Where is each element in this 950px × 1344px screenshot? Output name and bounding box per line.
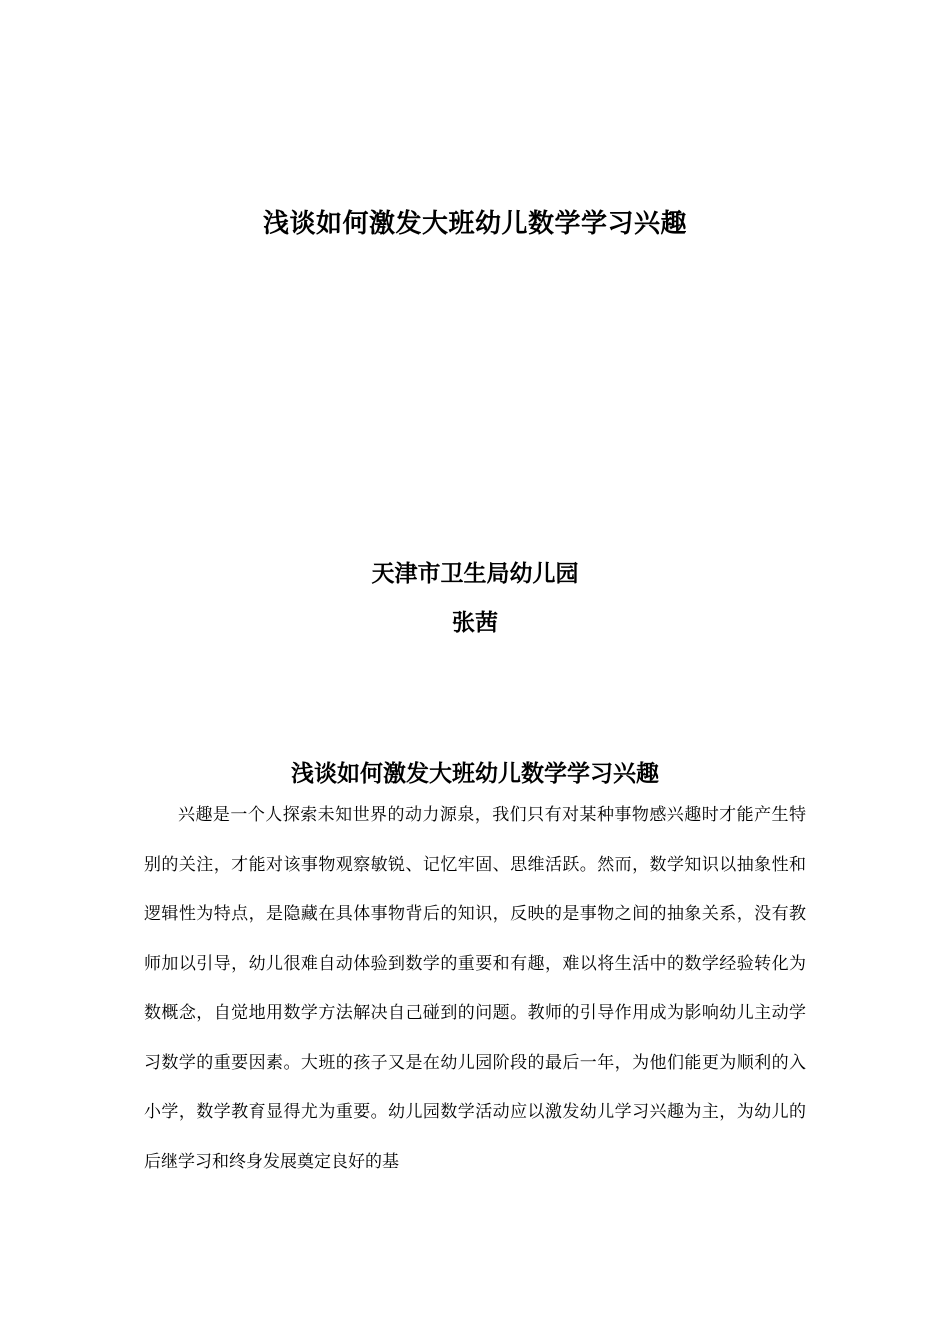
author-name: 张茜 — [452, 610, 498, 636]
article-title: 浅谈如何激发大班幼儿数学学习兴趣 — [291, 761, 659, 787]
cover-title: 浅谈如何激发大班幼儿数学学习兴趣 — [262, 209, 687, 239]
body-paragraph: 兴趣是一个人探索未知世界的动力源泉，我们只有对某种事物感兴趣时才能产生特别的关注，才能对该事物观察敏锐、记忆牢固、思维活跃。然而，数学知识以抽象性和逻辑性为特点，是隐藏在具体事物背后的知识，反映的是事物之间的抽象关系，没有教师加以引导，幼儿很难自动体验到数学的重要和有趣，难以将生活中的数学经验转化为数概念，自觉地用数学方法解决自己碰到的问题。教师的引导作用成为影响幼儿主动学习数学的重要因素。大班的孩子又是在幼儿园阶段的最后一年，为他们能更为顺利的入小学，数学教育显得尤为重要。幼儿园数学活动应以激发幼儿学习兴趣为主，为幼儿的后继学习和终身发展奠定良好的基 — [144, 805, 806, 1172]
organization-name: 天津市卫生局幼儿园 — [371, 561, 579, 587]
